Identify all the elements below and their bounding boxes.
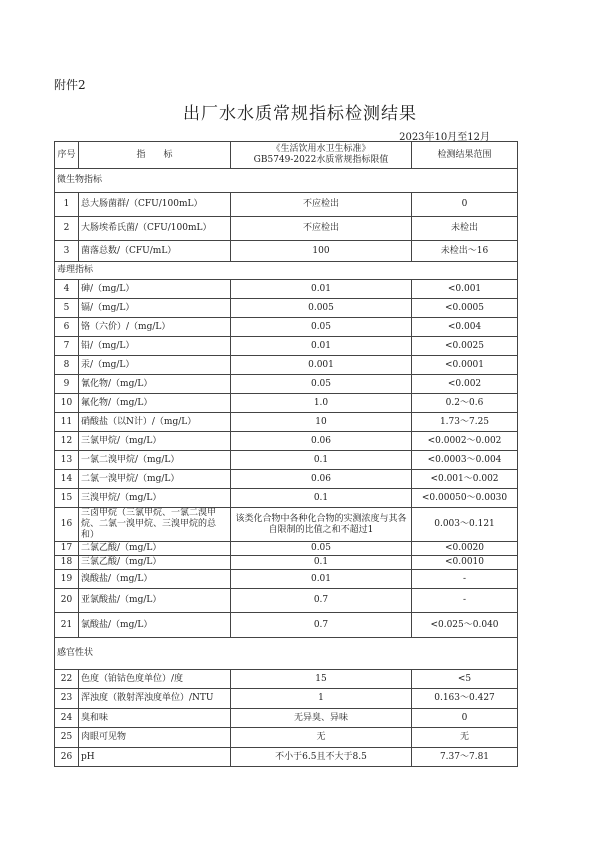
row-number: 25 — [55, 728, 79, 748]
table-row — [55, 318, 518, 337]
indicator-name: 一氯二溴甲烷/（mg/L） — [79, 451, 231, 470]
standard-limit: 不应检出 — [231, 217, 412, 241]
result-range: 1.73～7.25 — [412, 413, 518, 432]
standard-limit: 1 — [231, 689, 412, 709]
table-row — [55, 217, 518, 241]
indicator-name: 硝酸盐（以N计）/（mg/L） — [79, 413, 231, 432]
row-number: 4 — [55, 280, 79, 299]
result-range: <0.025～0.040 — [412, 613, 518, 638]
indicator-name: 镉/（mg/L） — [79, 299, 231, 318]
table-row — [55, 375, 518, 394]
indicator-name: 铬（六价）/（mg/L） — [79, 318, 231, 337]
result-range: <5 — [412, 670, 518, 689]
result-range: <0.001 — [412, 280, 518, 299]
result-range: 0 — [412, 709, 518, 728]
table-row — [55, 748, 518, 767]
attachment-label: 附件2 — [54, 78, 86, 92]
row-number: 11 — [55, 413, 79, 432]
standard-limit: 无 — [231, 728, 412, 748]
indicator-name: 大肠埃希氏菌/（CFU/100mL） — [79, 217, 231, 241]
indicator-name: 三氯甲烷/（mg/L） — [79, 432, 231, 451]
indicator-name: 浑浊度（散射浑浊度单位）/NTU — [79, 689, 231, 709]
result-range: 0.2～0.6 — [412, 394, 518, 413]
table-row — [55, 728, 518, 748]
table-row — [55, 299, 518, 318]
standard-limit: 不小于6.5且不大于8.5 — [231, 748, 412, 767]
table-row — [55, 432, 518, 451]
indicator-name: 氰化物/（mg/L） — [79, 375, 231, 394]
standard-limit: 0.1 — [231, 489, 412, 508]
row-number: 8 — [55, 356, 79, 375]
row-number: 3 — [55, 241, 79, 262]
result-range: <0.002 — [412, 375, 518, 394]
standard-limit: 1.0 — [231, 394, 412, 413]
table-row — [55, 589, 518, 613]
table-row — [55, 570, 518, 589]
row-number: 14 — [55, 470, 79, 489]
standard-limit: 0.05 — [231, 542, 412, 556]
indicator-name: 氯酸盐/（mg/L） — [79, 613, 231, 638]
standard-limit: 100 — [231, 241, 412, 262]
standard-limit: 0.01 — [231, 337, 412, 356]
result-range: <0.0003～0.004 — [412, 451, 518, 470]
table-row — [55, 556, 518, 570]
section-title: 毒理指标 — [55, 262, 518, 280]
table-row — [55, 193, 518, 217]
standard-limit: 0.01 — [231, 280, 412, 299]
indicator-name: 总大肠菌群/（CFU/100mL） — [79, 193, 231, 217]
result-range: 未检出 — [412, 217, 518, 241]
standard-limit: 0.7 — [231, 613, 412, 638]
section-row — [55, 262, 518, 280]
table-row — [55, 709, 518, 728]
result-range: <0.0005 — [412, 299, 518, 318]
row-number: 15 — [55, 489, 79, 508]
indicator-name: 氟化物/（mg/L） — [79, 394, 231, 413]
row-number: 17 — [55, 542, 79, 556]
indicator-name: 溴酸盐/（mg/L） — [79, 570, 231, 589]
indicator-name: 三卤甲烷（三氯甲烷、一氯二溴甲烷、二氯一溴甲烷、三溴甲烷的总和） — [79, 508, 231, 542]
table-row — [55, 280, 518, 299]
header-standard-line2: GB5749-2022水质常规指标限值 — [253, 155, 389, 165]
report-period: 2023年10月至12月 — [399, 132, 490, 143]
standard-limit: 0.005 — [231, 299, 412, 318]
table-row — [55, 337, 518, 356]
row-number: 2 — [55, 217, 79, 241]
result-range: <0.004 — [412, 318, 518, 337]
standard-limit: 0.7 — [231, 589, 412, 613]
row-number: 1 — [55, 193, 79, 217]
result-range: <0.00050～0.0030 — [412, 489, 518, 508]
standard-limit: 0.06 — [231, 470, 412, 489]
header-standard-line1: 《生活饮用水卫生标准》 — [271, 144, 371, 154]
result-range: - — [412, 589, 518, 613]
result-range: 无 — [412, 728, 518, 748]
section-title: 感官性状 — [55, 638, 518, 670]
standard-limit: 0.1 — [231, 451, 412, 470]
row-number: 22 — [55, 670, 79, 689]
table-row — [55, 451, 518, 470]
table-header-row — [55, 142, 518, 169]
indicator-name: 臭和味 — [79, 709, 231, 728]
row-number: 24 — [55, 709, 79, 728]
header-standard — [231, 142, 412, 169]
result-range: <0.001～0.002 — [412, 470, 518, 489]
row-number: 19 — [55, 570, 79, 589]
table-row — [55, 489, 518, 508]
indicator-name: 菌落总数/（CFU/mL） — [79, 241, 231, 262]
indicator-name: 砷/（mg/L） — [79, 280, 231, 299]
result-range: <0.0020 — [412, 542, 518, 556]
standard-limit: 15 — [231, 670, 412, 689]
header-indicator: 指 标 — [79, 142, 231, 169]
result-range: 0 — [412, 193, 518, 217]
result-range: 未检出～16 — [412, 241, 518, 262]
row-number: 12 — [55, 432, 79, 451]
standard-limit: 10 — [231, 413, 412, 432]
page-title: 出厂水水质常规指标检测结果 — [183, 104, 417, 124]
row-number: 16 — [55, 508, 79, 542]
indicator-name: 色度（铂钴色度单位）/度 — [79, 670, 231, 689]
section-row — [55, 169, 518, 193]
table-row — [55, 613, 518, 638]
results-table-body — [55, 142, 518, 767]
table-row — [55, 394, 518, 413]
table-row — [55, 508, 518, 542]
indicator-name: 三溴甲烷/（mg/L） — [79, 489, 231, 508]
table-row — [55, 241, 518, 262]
table-row — [55, 470, 518, 489]
row-number: 23 — [55, 689, 79, 709]
indicator-name: 铅/（mg/L） — [79, 337, 231, 356]
indicator-name: 汞/（mg/L） — [79, 356, 231, 375]
header-result: 检测结果范围 — [412, 142, 518, 169]
standard-limit: 0.001 — [231, 356, 412, 375]
result-range: <0.0010 — [412, 556, 518, 570]
result-range: 7.37～7.81 — [412, 748, 518, 767]
result-range: 0.003～0.121 — [412, 508, 518, 542]
row-number: 5 — [55, 299, 79, 318]
indicator-name: pH — [79, 748, 231, 767]
indicator-name: 亚氯酸盐/（mg/L） — [79, 589, 231, 613]
result-range: <0.0002～0.002 — [412, 432, 518, 451]
standard-limit: 0.01 — [231, 570, 412, 589]
table-row — [55, 542, 518, 556]
standard-limit: 0.06 — [231, 432, 412, 451]
row-number: 18 — [55, 556, 79, 570]
table-row — [55, 413, 518, 432]
row-number: 9 — [55, 375, 79, 394]
indicator-name: 二氯乙酸/（mg/L） — [79, 542, 231, 556]
indicator-name: 三氯乙酸/（mg/L） — [79, 556, 231, 570]
indicator-name: 肉眼可见物 — [79, 728, 231, 748]
standard-limit: 0.05 — [231, 375, 412, 394]
result-range: 0.163～0.427 — [412, 689, 518, 709]
standard-limit: 该类化合物中各种化合物的实测浓度与其各自限制的比值之和不超过1 — [231, 508, 412, 542]
standard-limit: 0.1 — [231, 556, 412, 570]
row-number: 20 — [55, 589, 79, 613]
row-number: 21 — [55, 613, 79, 638]
section-title: 微生物指标 — [55, 169, 518, 193]
result-range: - — [412, 570, 518, 589]
table-row — [55, 689, 518, 709]
standard-limit: 0.05 — [231, 318, 412, 337]
row-number: 7 — [55, 337, 79, 356]
row-number: 6 — [55, 318, 79, 337]
indicator-name: 二氯一溴甲烷/（mg/L） — [79, 470, 231, 489]
table-row — [55, 670, 518, 689]
section-row — [55, 638, 518, 670]
row-number: 10 — [55, 394, 79, 413]
row-number: 13 — [55, 451, 79, 470]
table-row — [55, 356, 518, 375]
result-range: <0.0025 — [412, 337, 518, 356]
row-number: 26 — [55, 748, 79, 767]
result-range: <0.0001 — [412, 356, 518, 375]
results-table — [54, 141, 518, 767]
header-no: 序号 — [55, 142, 79, 169]
standard-limit: 无异臭、异味 — [231, 709, 412, 728]
standard-limit: 不应检出 — [231, 193, 412, 217]
